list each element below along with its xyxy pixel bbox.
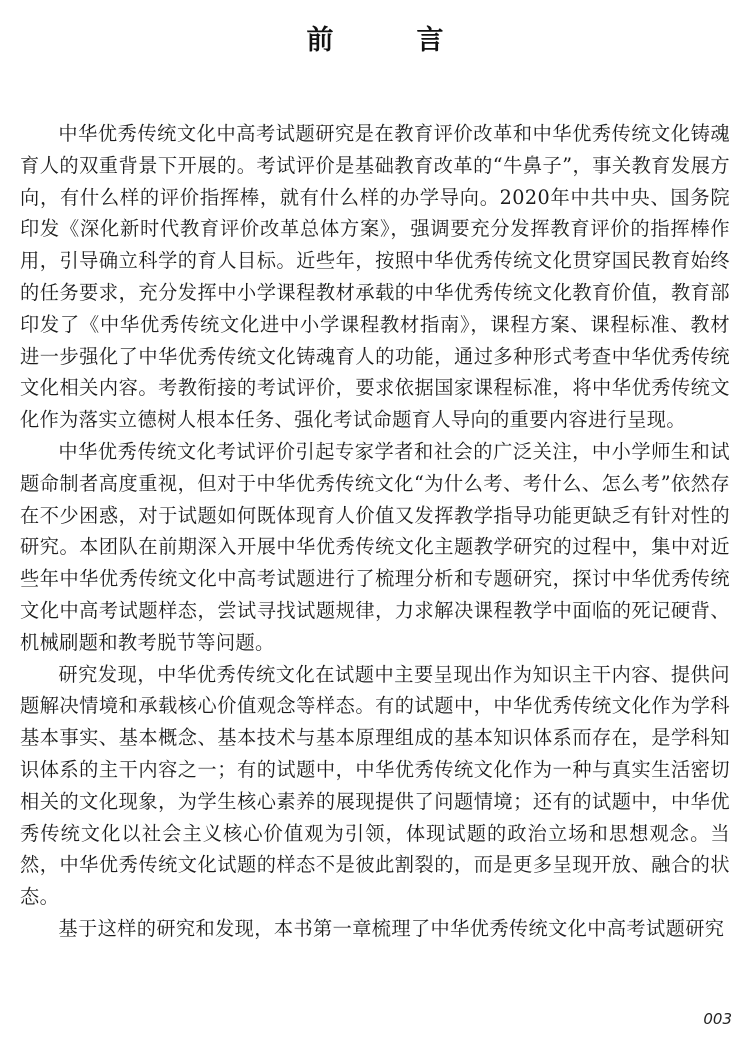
paragraph: 中华优秀传统文化考试评价引起专家学者和社会的广泛关注，中小学师生和试题命制者高度重视，但对于中华优秀传统文化“为什么考、考什么、怎么考”依然存在不少困惑，对于试题如何既体现育人价值又发挥教学指导功能更缺乏有针对性的研究。本团队在前期深入开展中华优秀传统文化主题教学研究的过程中，集中对近些年中华优秀传统文化中高考试题进行了梳理分析和专题研究，探讨中华优秀传统文化中高考试题样态，尝试寻找试题规律，力求解决课程教学中面临的死记硬背、机械刷题和教考脱节等问题。 [20, 439, 730, 654]
paragraph: 研究发现，中华优秀传统文化在试题中主要呈现出作为知识主干内容、提供问题解决情境和承载核心价值观念等样态。有的试题中，中华优秀传统文化作为学科基本事实、基本概念、基本技术与基本原理组成的基本知识体系而存在，是学科知识体系的主干内容之一；有的试题中，中华优秀传统文化作为一种与真实生活密切相关的文化现象，为学生核心素养的展现提供了问题情境；还有的试题中，中华优秀传统文化以社会主义核心价值观为引领，体现试题的政治立场和思想观念。当然，中华优秀传统文化试题的样态不是彼此割裂的，而是更多呈现开放、融合的状态。 [20, 662, 730, 909]
paragraph: 中华优秀传统文化中高考试题研究是在教育评价改革和中华优秀传统文化铸魂育人的双重背景下开展的。考试评价是基础教育改革的“牛鼻子”，事关教育发展方向，有什么样的评价指挥棒，就有什么样的办学导向。2020年中共中央、国务院印发《深化新时代教育评价改革总体方案》，强调要充分发挥教育评价的指挥棒作用，引导确立科学的育人目标。近些年，按照中华优秀传统文化贯穿国民教育始终的任务要求，充分发挥中小学课程教材承载的中华优秀传统文化教育价值，教育部印发了《中华优秀传统文化进中小学课程教材指南》，课程方案、课程标准、教材进一步强化了中华优秀传统文化铸魂育人的功能，通过多种形式考查中华优秀传统文化相关内容。考教衔接的考试评价，要求依据国家课程标准，将中华优秀传统文化作为落实立德树人根本任务、强化考试命题育人导向的重要内容进行呈现。 [20, 122, 730, 432]
paragraph: 基于这样的研究和发现，本书第一章梳理了中华优秀传统文化中高考试题研究 [58, 916, 725, 940]
page-number: 003 [703, 1010, 732, 1028]
body-text [20, 118, 730, 945]
page-title: 前 言 [306, 25, 472, 56]
